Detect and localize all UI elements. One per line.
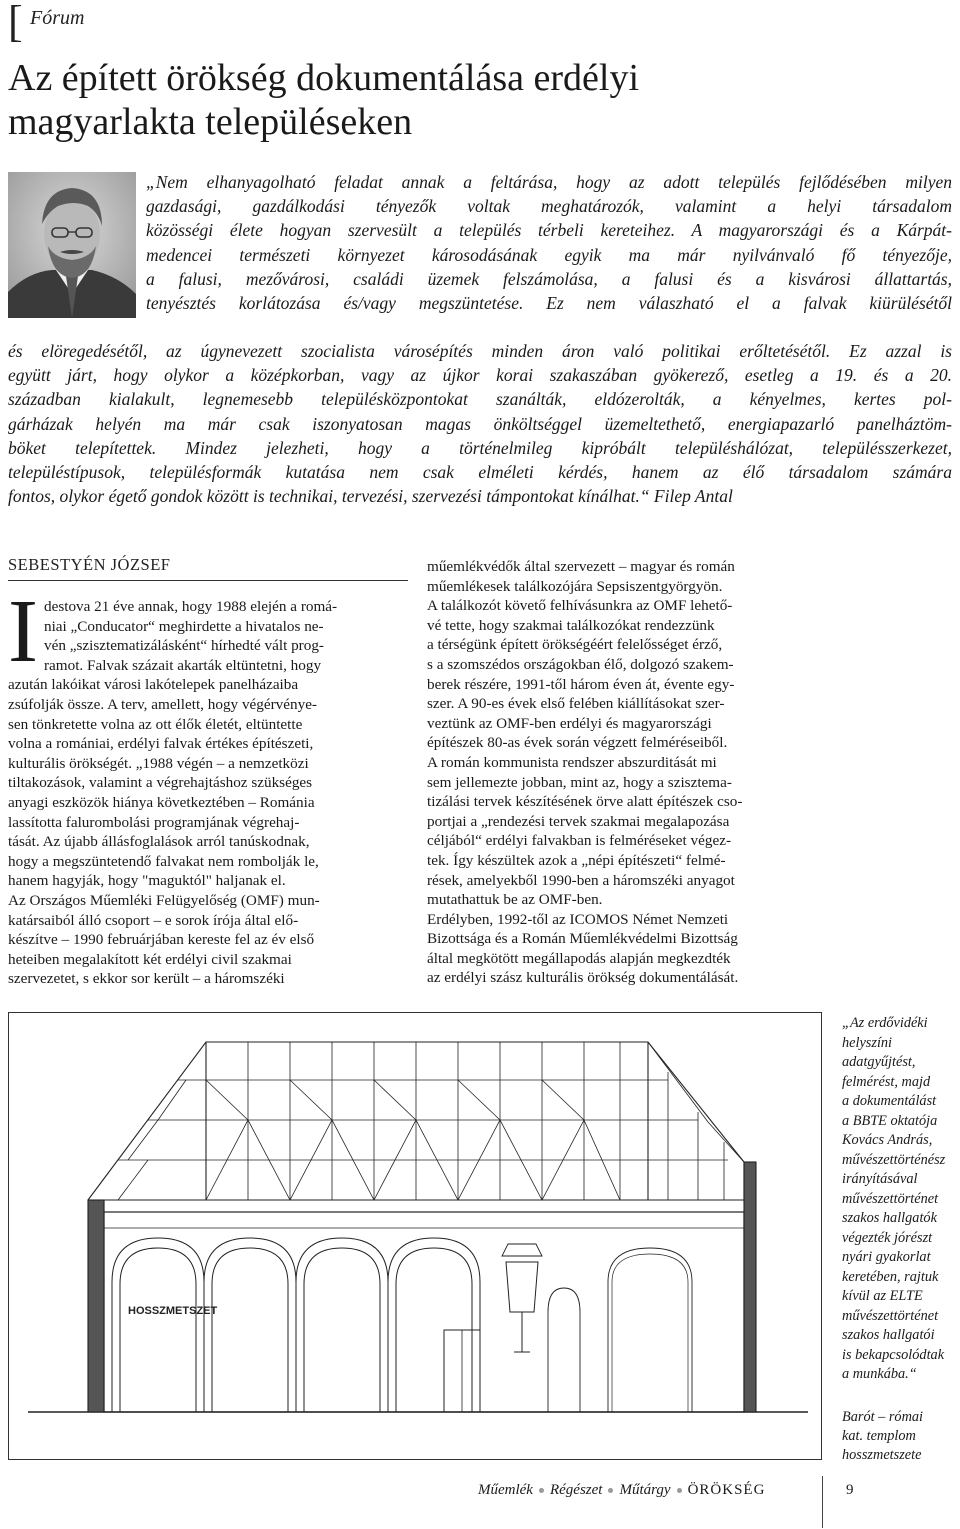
- lead-line: gárházak helyén ma már csak iszonyatosan magas önköltséggel üzemeltethető, energiapazarló panelháztöm-: [8, 413, 952, 434]
- lead-paragraph-bottom: [8, 339, 952, 508]
- caption-line: is bekapcsolódtak: [842, 1346, 945, 1363]
- article-title: [8, 56, 928, 144]
- caption-line: a BBTE oktatója: [842, 1112, 938, 1129]
- body-line: szer. A 90-es évek első felében kiállításokat szer-: [427, 695, 725, 713]
- bullet-icon: [539, 1488, 544, 1493]
- body-line: építészek 80-as évek során végzett felméréseiből.: [427, 734, 728, 752]
- lead-line: fontos, olykor égető gondok között is technikai, tervezési, szervezési támpontokat kínálhat.“ Filep Antal: [8, 486, 733, 507]
- body-line: volna a romániai, erdélyi falvak értékes építészeti,: [8, 735, 314, 753]
- caption-line: helyszíni: [842, 1034, 893, 1051]
- body-line: céljából“ erdélyi falvakban is felméréseket végez-: [427, 832, 732, 850]
- body-line: a térségünk épített örökségéért felelősséget érző,: [427, 636, 723, 654]
- footer-item-mutargy: Műtárgy: [619, 1482, 671, 1498]
- lead-line: településtípusok, településformák kutatása nem csak elméleti kérdés, hanem az élő társadalom számára: [8, 462, 952, 483]
- caption-line: szakos hallgatók: [842, 1210, 937, 1226]
- body-line: az erdélyi szász kulturális örökség dokumentálását.: [427, 969, 739, 987]
- body-line: A román kommunista rendszer abszurditását mi: [427, 753, 717, 771]
- caption-line: felmérést, majd: [842, 1073, 931, 1090]
- caption-line: a munkába.“: [842, 1366, 917, 1382]
- caption-line: kat. templom: [842, 1427, 916, 1444]
- body-line: zsúfolják össze. A terv, amellett, hogy végérvénye-: [8, 695, 317, 713]
- body-line: portjai a „rendezési tervek szakmai megalapozása: [427, 812, 730, 830]
- author-portrait: [8, 172, 136, 318]
- body-line: tiltakozások, valamint a végrehajtáshoz szükséges: [8, 774, 313, 792]
- body-line: Erdélyben, 1992-től az ICOMOS Német Nemzeti: [427, 910, 729, 928]
- body-line: által megkötött megállapodás alapján megkezdték: [427, 949, 731, 967]
- body-line: azután lakóikat városi lakótelepek panelházaiba: [8, 676, 299, 694]
- caption-line: végezték jórészt: [842, 1229, 933, 1246]
- body-line: heteiben megalakított két erdélyi civil szakmai: [8, 950, 292, 968]
- lead-line: és elöregedésétől, az úgynevezett szocialista városépítés minden áron való politikai erőltetésétől. Ez azzal is: [8, 341, 952, 361]
- caption-line: művészettörténész: [842, 1151, 946, 1168]
- drop-cap: I: [8, 582, 38, 681]
- footer-item-muemlek: Műemlék: [478, 1482, 533, 1498]
- body-line: sem jellemezte jobban, mint az, hogy a szisztema-: [427, 773, 732, 791]
- body-line: hanem hagyják, hogy "maguktól" haljanak el.: [8, 872, 286, 890]
- body-line: lassította falurombolási programjának végrehaj-: [8, 813, 300, 831]
- article-column-1: [8, 582, 405, 989]
- lead-paragraph-top: [146, 170, 952, 315]
- figure-caption-quote: [842, 1014, 960, 1385]
- author-name: SEBESTYÉN JÓZSEF: [8, 555, 171, 574]
- lead-line: medencei természeti környezet károsodásának egyik ma már nyilvánvaló fő tényezője,: [146, 244, 952, 265]
- lead-line: közösségi élete hogyan szervesült a település térbeli kereteihez. A magyarországi és a Kárpát-: [146, 220, 952, 241]
- body-line: tizálási tervek készítésének örve alatt építészek cso-: [427, 793, 743, 811]
- body-line: készítve – 1990 februárjában kereste fel az év első: [8, 931, 315, 949]
- article-column-2: [427, 557, 823, 988]
- footer-item-orokseg: ÖRÖKSÉG: [687, 1482, 766, 1498]
- bullet-icon: [608, 1488, 613, 1493]
- body-line: vén „szisztematizálásként“ hírhedté vált prog-: [43, 637, 324, 655]
- body-line: Bizottsága és a Román Műemlékvédelmi Bizottság: [427, 930, 738, 948]
- body-line: mutathattuk be az OMF-ben.: [427, 891, 603, 909]
- title-line: Az épített örökség dokumentálása erdélyi: [8, 57, 640, 99]
- body-line: ramot. Falvak százait akarták eltüntetni, hogy: [43, 656, 322, 674]
- lead-line: tenyésztés korlátozása és/vagy megszüntetése. Ez nem válaszható el a falvak kiürülésétől: [146, 293, 952, 314]
- body-line: A találkozót követő felhívásunkra az OMF lehető-: [427, 597, 733, 615]
- body-line: műemlékesek találkozójára Sepsiszentgyörgyön.: [427, 577, 723, 595]
- lead-line: században kialakult, legnemesebb településközpontokat szanálták, eldózerolták, a kényelmes, kertes pol-: [8, 389, 952, 410]
- church-section-drawing: [8, 1012, 822, 1460]
- body-line: sen tönkretette volna az ott élők életét, eltüntette: [8, 715, 303, 733]
- body-line: veztünk az OMF-ben erdélyi és magyarországi: [427, 714, 712, 732]
- portrait-image: [8, 172, 136, 318]
- caption-line: kívül az ELTE: [842, 1288, 923, 1304]
- body-line: tását. Az újabb állásfoglalások arról tanúskodnak,: [8, 833, 310, 851]
- body-line: kulturális örökségét. „1988 végén – a nemzetközi: [8, 754, 309, 772]
- caption-line: irányításával: [842, 1171, 918, 1187]
- caption-line: „Az erdővidéki: [842, 1015, 928, 1031]
- lead-line: „Nem elhanyagolható feladat annak a feltárása, hogy az adott település fejlődésében milyen: [146, 172, 952, 192]
- body-line: vé tette, hogy szakmai találkozókat rendezzünk: [427, 616, 715, 634]
- body-line: Az Országos Műemléki Felügyelőség (OMF) mun-: [8, 891, 320, 909]
- lead-line: együtt járt, hogy olykor a középkorban, vagy az újkor korai szakaszában gyökerező, esetleg a 19. és a 20.: [8, 365, 952, 386]
- lead-line: böket telepítettek. Mindez jelezheti, hogy a történelmileg kipróbált településhálózat, településszerkezet,: [8, 437, 952, 458]
- lead-line: gazdasági, gazdálkodási tényezők voltak meghatározók, valamint a helyi társadalom: [146, 196, 952, 217]
- page-number: 9: [846, 1482, 854, 1498]
- body-line: műemlékvédők által szervezett – magyar és román: [427, 558, 735, 575]
- body-line: s a szomszédos országokban élő, dolgozó szakem-: [427, 655, 734, 673]
- section-label: Fórum: [30, 7, 85, 29]
- body-line: katársaiból álló csoport – e sorok írója által elő-: [8, 911, 299, 929]
- lead-line: a falusi, mezővárosi, családi üzemek felszámolása, a falusi és a kisvárosi állattartás,: [146, 268, 952, 289]
- caption-line: nyári gyakorlat: [842, 1249, 931, 1265]
- body-line: destova 21 éve annak, hogy 1988 elején a romá-: [43, 598, 338, 615]
- caption-line: Barót – római: [842, 1409, 924, 1425]
- caption-line: hosszmetszete: [842, 1446, 922, 1463]
- drawing-label: HOSSZMETSZET: [128, 1305, 218, 1317]
- footer-section-nav: [478, 1482, 765, 1499]
- bullet-icon: [677, 1488, 682, 1493]
- body-line: hogy a megszüntetendő falvakat nem rombolják le,: [8, 852, 319, 870]
- section-bracket: [: [8, 0, 23, 46]
- body-line: tek. Így készültek azok a „népi építészeti“ felmé-: [427, 851, 726, 869]
- body-line: anyagi eszközök hiánya következtében – Románia: [8, 793, 315, 811]
- figure-caption: [842, 1408, 952, 1464]
- body-line: niai „Conducator“ meghirdette a hivatalos ne-: [43, 617, 324, 635]
- caption-line: Kovács András,: [842, 1132, 933, 1148]
- caption-line: szakos hallgatói: [842, 1327, 935, 1343]
- author-divider: [8, 580, 408, 581]
- body-line: rések, amelyekből 1990-ben a háromszéki anyagot: [427, 871, 735, 889]
- title-line: magyarlakta településeken: [8, 101, 413, 143]
- caption-line: művészettörténet: [842, 1307, 939, 1324]
- footer-item-regeszet: Régészet: [549, 1482, 603, 1498]
- caption-line: adatgyűjtést,: [842, 1054, 916, 1070]
- caption-line: művészettörténet: [842, 1190, 939, 1207]
- body-line: szervezetet, s ekkor sor került – a háromszéki: [8, 970, 285, 988]
- caption-line: keretében, rajtuk: [842, 1268, 939, 1285]
- caption-line: a dokumentálást: [842, 1093, 937, 1109]
- footer-divider: [822, 1476, 823, 1528]
- body-line: berek részére, 1991-től három éven át, évente egy-: [427, 675, 735, 693]
